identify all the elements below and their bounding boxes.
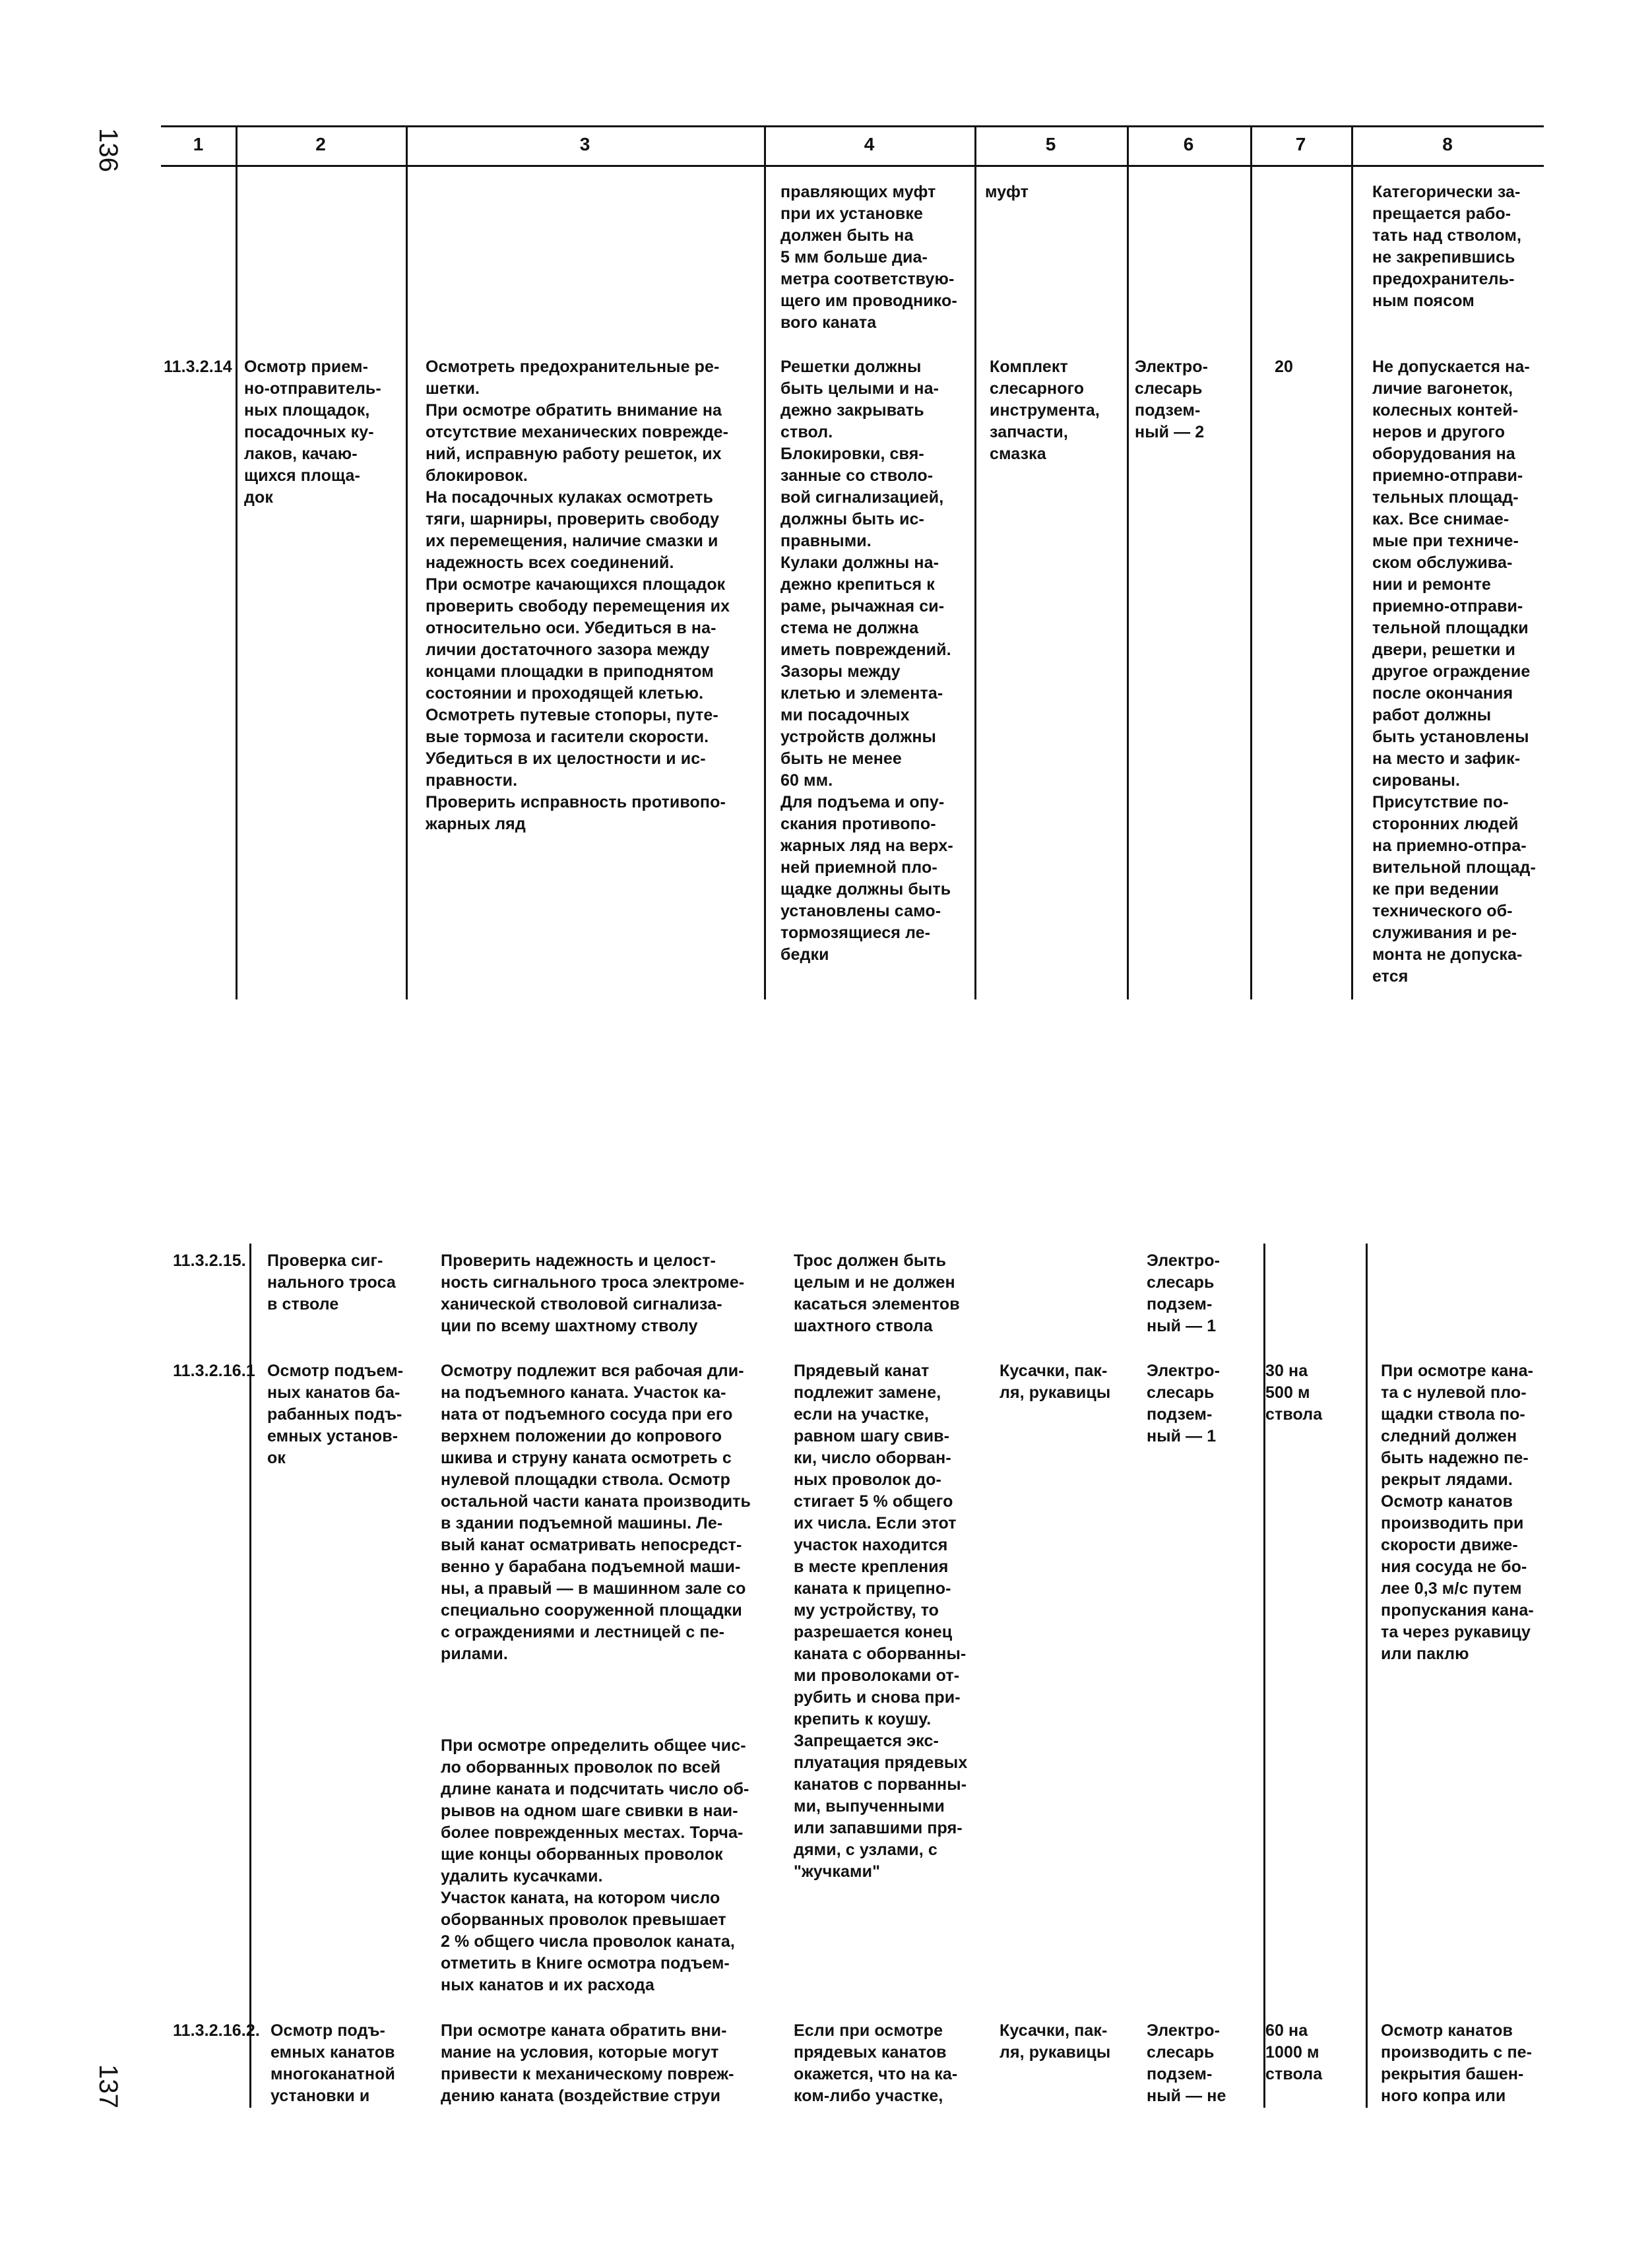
item-requirements: Если при осмотре прядевых канатов окажется, что на ка- ком-либо участке,: [794, 2021, 958, 2105]
item-staff: Электро- слесарь подзем- ный — 1: [1147, 1251, 1221, 1335]
col-header-1: 1: [193, 134, 204, 154]
item-name: Осмотр подъ- емных канатов многоканатной установки и: [270, 2021, 395, 2105]
column-divider: [764, 166, 766, 999]
col-header-7: 7: [1295, 134, 1306, 154]
col-header-8: 8: [1442, 134, 1453, 154]
item-time: 60 на 1000 м ствола: [1265, 2021, 1323, 2083]
header-bottom-rule: [161, 165, 1544, 167]
column-divider: [1127, 166, 1129, 999]
item-code: 11.3.2.16.2.: [173, 2021, 260, 2040]
item-requirements: Трос должен быть целым и не должен касаться элементов шахтного ствола: [794, 1251, 960, 1335]
item-procedure-continued: При осмотре определить общее чис- ло оборванных проволок по всей длине каната и подсчитать число об- рывов на одном шаге свивки в наи- более поврежденных местах. Торча- щие концы оборванных проволок удалить кусачками. Участок каната, на котором число оборванных проволок превышает 2 % общего числа проволок каната, отметить в Книге осмотра подъем- ных канатов и их расхода: [441, 1736, 749, 1994]
col-header-4: 4: [864, 134, 875, 154]
item-notes: При осмотре кана- та с нулевой пло- щадки ствола по- следний должен быть надежно пе- рекрыт лядами. Осмотр канатов производить при скорости движе- ния сосуда не бо- лее 0,3 м/с путем пропускания кана- та через рукавицу или паклю: [1381, 1362, 1534, 1663]
item-procedure: Осмотреть предохранительные ре- шетки. При осмотре обратить внимание на отсутствие механических поврежде- ний, исправную работу решеток, их блокировок. На посадочных кулаках осмотреть тяги, шарниры, проверить свободу их перемещения, наличие смазки и надежность всех соединений. При осмотре качающихся площадок проверить свободу перемещения их относительно оси. Убедиться в на- личии достаточного зазора между концами площадки в приподнятом состоянии и проходящей клетью. Осмотреть путевые стопоры, путе- вые тормоза и гасители скорости. Убедиться в их целостности и ис- правности. Проверить исправность противопо- жарных ляд: [426, 358, 730, 833]
item-name: Проверка сиг- нального троса в стволе: [267, 1251, 396, 1313]
item-procedure: Осмотру подлежит вся рабочая дли- на подъемного каната. Участок ка- ната от подъемного сосуда при его верхнем положении до копрового шкива и струну каната осмотреть с нулевой площадки ствола. Осмотр остальной части каната производить в здании подъемной машины. Ле- вый канат осматривать непосредст- венно у барабана подъемной маши- ны, а правый — в машинном зале со специально сооруженной площадки с ограждениями и лестницей с пе- рилами.: [441, 1362, 751, 1663]
item-time: 20: [1275, 358, 1294, 376]
column-divider: [1250, 166, 1252, 999]
item-name: Осмотр прием- но-отправитель- ных площадок, посадочных ку- лаков, качаю- щихся площа- док: [244, 358, 381, 507]
column-divider: [406, 166, 408, 999]
item-tools: Кусачки, пак- ля, рукавицы: [1000, 1362, 1111, 1402]
item-procedure: При осмотре каната обратить вни- мание на условия, которые могут привести к механическому повреж- дению каната (воздействие струи: [441, 2021, 734, 2105]
continuation-notes: Категорически за- прещается рабо- тать над стволом, не закрепившись предохранитель- ным поясом: [1372, 183, 1521, 310]
item-requirements: Решетки должны быть целыми и на- дежно закрывать ствол. Блокировки, свя- занные со стволо- вой сигнализацией, должны быть ис- правными. Кулаки должны на- дежно крепиться к раме, рычажная си- стема не должна иметь повреждений. Зазоры между клетью и элемента- ми посадочных устройств должны быть не менее 60 мм. Для подъема и опу- скания противопо- жарных ляд на верх- ней приемной пло- щадке должны быть установлены само- тормозящиеся ле- бедки: [780, 358, 953, 964]
item-requirements: Прядевый канат подлежит замене, если на участке, равном шагу свив- ки, число оборван- ных проволок до- стигает 5 % общего их числа. Если этот участок находится в месте крепления каната к прицепно- му устройству, то разрешается конец каната с оборванны- ми проволоками от- рубить и снова при- крепить к коушу. Запрещается экс- плуатация прядевых канатов с порванны- ми, выпученными или запавшими пря- дями, с узлами, с "жучками": [794, 1362, 968, 1881]
item-staff: Электро- слесарь подзем- ный — 2: [1135, 358, 1209, 441]
column-divider: [1351, 166, 1353, 999]
item-code: 11.3.2.16.1: [173, 1362, 255, 1380]
item-name: Осмотр подъем- ных канатов ба- рабанных подъ- емных установ- ок: [267, 1362, 404, 1467]
header-top-rule: [161, 125, 1544, 127]
continuation-requirements: правляющих муфт при их установке должен быть на 5 мм больше диа- метра соответствую- щего им проводнико- вого каната: [780, 183, 957, 332]
item-notes: Не допускается на- личие вагонеток, колесных контей- неров и другого оборудования на приемно-отправи- тельных площад- ках. Все снимае- мые при техниче- ском обслужива- нии и ремонте приемно-отправи- тельной площадки двери, решетки и другое ограждение после окончания работ должны быть установлены на место и зафик- сированы. Присутствие по- сторонних людей на приемно-отпра- вительной площад- ке при ведении технического об- служивания и ре- монта не допуска- ется: [1372, 358, 1536, 986]
col-header-5: 5: [1045, 134, 1056, 154]
column-divider: [236, 166, 238, 999]
column-divider: [1366, 1244, 1368, 2108]
page-number-bottom: 137: [93, 2064, 123, 2108]
continuation-tools: муфт: [985, 183, 1029, 201]
item-procedure: Проверить надежность и целост- ность сигнального троса электроме- ханической стволовой сигнализа- ции по всему шахтному стволу: [441, 1251, 745, 1335]
col-header-2: 2: [315, 134, 326, 154]
col-header-3: 3: [579, 134, 590, 154]
item-staff: Электро- слесарь подзем- ный — 1: [1147, 1362, 1221, 1445]
column-divider: [974, 166, 976, 999]
item-code: 11.3.2.14: [164, 358, 232, 376]
page-number-top: 136: [93, 128, 123, 172]
col-header-6: 6: [1183, 134, 1194, 154]
item-time: 30 на 500 м ствола: [1265, 1362, 1323, 1424]
item-tools: Комплект слесарного инструмента, запчасти, смазка: [990, 358, 1100, 463]
item-tools: Кусачки, пак- ля, рукавицы: [1000, 2021, 1111, 2062]
item-staff: Электро- слесарь подзем- ный — не: [1147, 2021, 1226, 2105]
item-notes: Осмотр канатов производить с пе- рекрытия башен- ного копра или: [1381, 2021, 1533, 2105]
item-code: 11.3.2.15.: [173, 1251, 246, 1270]
